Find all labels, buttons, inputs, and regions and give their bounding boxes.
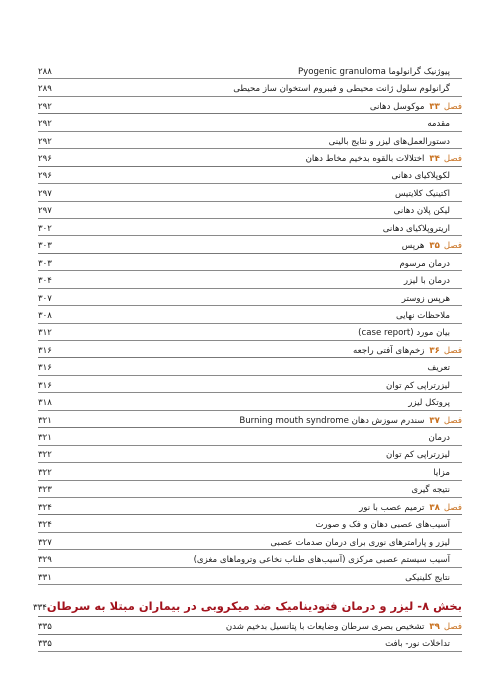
toc-entry-title: دستورالعمل‌های لیزر و نتایج بالینی bbox=[328, 136, 450, 147]
toc-page-number: ۳۰۸ bbox=[38, 310, 52, 321]
toc-entry-title: آسیب سیستم عصبی مرکزی (آسیب‌های طناب نخاعی وتروماهای مغزی) bbox=[193, 555, 450, 566]
toc-entry-row bbox=[38, 289, 462, 306]
toc-entry-title: اکتینیک کلایتیس bbox=[394, 188, 450, 199]
toc-entry-title: زخم‌های آفتی راجعه bbox=[353, 345, 425, 356]
toc-entry-title: درمان bbox=[428, 433, 450, 444]
toc-page-number: ۳۳۴ bbox=[33, 603, 47, 614]
toc-entry-title: درمان مرسوم bbox=[399, 258, 450, 269]
toc-entry-title: هرپس bbox=[401, 241, 425, 252]
toc-page-number: ۲۹۲ bbox=[38, 136, 52, 147]
toc-page-number: ۳۱۸ bbox=[38, 398, 52, 409]
toc-entry-row bbox=[38, 568, 462, 585]
toc-entry-row bbox=[38, 62, 462, 79]
toc-entry-row bbox=[38, 219, 462, 236]
toc-entry-row bbox=[38, 635, 462, 652]
toc-page-number: ۲۸۹ bbox=[38, 84, 52, 95]
toc-page-number: ۳۲۱ bbox=[38, 415, 52, 426]
toc-page-number: ۳۲۳ bbox=[38, 485, 52, 496]
toc-entry-row bbox=[38, 114, 462, 131]
toc-page-number: ۳۰۴ bbox=[38, 276, 52, 287]
toc-entry-title: بیان مورد (case report) bbox=[358, 328, 450, 339]
toc-entry-row bbox=[38, 393, 462, 410]
toc-entry-row bbox=[38, 184, 462, 201]
toc-page-number: ۳۲۲ bbox=[38, 450, 52, 461]
chapter-label: فصل bbox=[443, 345, 462, 356]
toc-page-number: ۳۲۴ bbox=[38, 502, 52, 513]
toc-page-number: ۳۳۵ bbox=[38, 621, 52, 632]
toc-page-number: ۳۰۳ bbox=[38, 258, 52, 269]
toc-entry-row bbox=[38, 306, 462, 323]
chapter-label: فصل bbox=[443, 101, 462, 112]
toc-entry-title: لکوپلاکیای دهانی bbox=[391, 171, 450, 182]
chapter-label: فصل bbox=[443, 154, 462, 165]
toc-page-number: ۳۳۱ bbox=[38, 572, 52, 583]
toc-entry-row bbox=[38, 254, 462, 271]
toc-page-number: ۳۳۵ bbox=[38, 639, 52, 650]
toc-entry-row bbox=[38, 324, 462, 341]
toc-chapter-row bbox=[38, 617, 462, 634]
toc-entry-title: گرانولوم سلول ژانت محیطی و فیبروم استخوان ساز محیطی bbox=[233, 84, 450, 95]
toc-entry-title: اختلالات بالقوه بدخیم مخاط دهان bbox=[305, 154, 425, 165]
toc-entry-title: نتایج کلینیکی bbox=[405, 572, 450, 583]
toc-chapter-row bbox=[38, 341, 462, 358]
toc-entry-title: تعریف bbox=[427, 363, 450, 374]
toc-page-number: ۳۰۲ bbox=[38, 223, 52, 234]
toc-page-number: ۳۰۳ bbox=[38, 241, 52, 252]
chapter-number: ۳۳ bbox=[429, 101, 440, 112]
chapter-number: ۳۵ bbox=[429, 241, 440, 252]
toc-entry-row bbox=[38, 167, 462, 184]
toc-page-number: ۳۲۴ bbox=[38, 520, 52, 531]
chapter-label: فصل bbox=[443, 621, 462, 632]
toc-entry-title: بخش ۸- لیزر و درمان فتودینامیک ضد میکروبی در بیماران مبتلا به سرطان bbox=[46, 599, 462, 614]
toc-entry-row bbox=[38, 376, 462, 393]
toc-page-number: ۲۹۲ bbox=[38, 101, 52, 112]
toc-page-number: ۲۹۷ bbox=[38, 206, 52, 217]
table-of-contents bbox=[33, 62, 462, 652]
toc-page-number: ۳۱۶ bbox=[38, 363, 52, 374]
toc-page-number: ۳۱۶ bbox=[38, 345, 52, 356]
toc-page-number: ۳۲۲ bbox=[38, 467, 52, 478]
toc-entry-title: هرپس زوستر bbox=[401, 293, 450, 304]
chapter-label: فصل bbox=[443, 502, 462, 513]
toc-page-number: ۲۹۷ bbox=[38, 188, 52, 199]
toc-entry-title: لیزر و پارامترهای نوری برای درمان صدمات عصبی bbox=[270, 537, 450, 548]
chapter-number: ۳۸ bbox=[429, 502, 440, 513]
toc-chapter-row bbox=[38, 97, 462, 114]
toc-entry-title: لیزرتراپی کم توان bbox=[386, 450, 450, 461]
toc-page-number: ۲۹۲ bbox=[38, 119, 52, 130]
toc-entry-title: ملاحظات نهایی bbox=[395, 310, 450, 321]
toc-page-number: ۲۹۶ bbox=[38, 171, 52, 182]
toc-page-number: ۳۲۷ bbox=[38, 537, 52, 548]
toc-chapter-row bbox=[38, 411, 462, 428]
toc-entry-row bbox=[38, 515, 462, 532]
toc-entry-row bbox=[38, 533, 462, 550]
chapter-number: ۳۷ bbox=[429, 415, 440, 426]
toc-entry-row bbox=[38, 358, 462, 375]
chapter-number: ۳۴ bbox=[429, 154, 440, 165]
toc-chapter-row bbox=[38, 149, 462, 166]
toc-page-number: ۳۰۷ bbox=[38, 293, 52, 304]
toc-entry-row bbox=[38, 132, 462, 149]
chapter-label: فصل bbox=[443, 415, 462, 426]
toc-entry-row bbox=[38, 428, 462, 445]
toc-entry-title: موکوسل دهانی bbox=[369, 101, 425, 112]
chapter-number: ۳۶ bbox=[429, 345, 440, 356]
toc-page-number: ۲۸۸ bbox=[38, 66, 52, 77]
toc-entry-row bbox=[38, 463, 462, 480]
toc-entry-title: پروتکل لیزر bbox=[408, 398, 450, 409]
toc-entry-title: درمان با لیزر bbox=[403, 276, 450, 287]
toc-page-number: ۲۹۶ bbox=[38, 154, 52, 165]
toc-entry-row bbox=[38, 481, 462, 498]
toc-entry-title: لیکن پلان دهانی bbox=[393, 206, 450, 217]
toc-part-heading bbox=[33, 591, 462, 617]
chapter-number: ۳۹ bbox=[429, 621, 440, 632]
toc-entry-title: آسیب‌های عصبی دهان و فک و صورت bbox=[315, 520, 450, 531]
toc-page-number: ۳۱۶ bbox=[38, 380, 52, 391]
toc-entry-row bbox=[38, 550, 462, 567]
toc-entry-title: سندرم سوزش دهان Burning mouth syndrome bbox=[239, 415, 425, 426]
chapter-label: فصل bbox=[443, 241, 462, 252]
toc-entry-title: تداخلات نور- بافت bbox=[385, 639, 450, 650]
toc-page-number: ۳۲۹ bbox=[38, 555, 52, 566]
toc-entry-title: مقدمه bbox=[427, 119, 450, 130]
toc-page-number: ۳۱۲ bbox=[38, 328, 52, 339]
toc-entry-title: ترمیم عصب با نور bbox=[359, 502, 425, 513]
toc-entry-title: تشخیص بصری سرطان وضایعات با پتانسیل بدخیم شدن bbox=[225, 621, 425, 632]
toc-entry-row bbox=[38, 79, 462, 96]
toc-entry-title: اریتروپلاکیای دهانی bbox=[382, 223, 450, 234]
toc-chapter-row bbox=[38, 236, 462, 253]
toc-entry-row bbox=[38, 271, 462, 288]
toc-entry-title: پیوژنیک گرانولوما Pyogenic granuloma bbox=[297, 66, 450, 77]
toc-entry-row bbox=[38, 202, 462, 219]
toc-entry-row bbox=[38, 446, 462, 463]
toc-page-number: ۳۲۱ bbox=[38, 433, 52, 444]
toc-chapter-row bbox=[38, 498, 462, 515]
toc-entry-title: لیزرتراپی کم توان bbox=[386, 380, 450, 391]
toc-entry-title: مزایا bbox=[433, 467, 450, 478]
toc-entry-title: نتیجه گیری bbox=[411, 485, 450, 496]
